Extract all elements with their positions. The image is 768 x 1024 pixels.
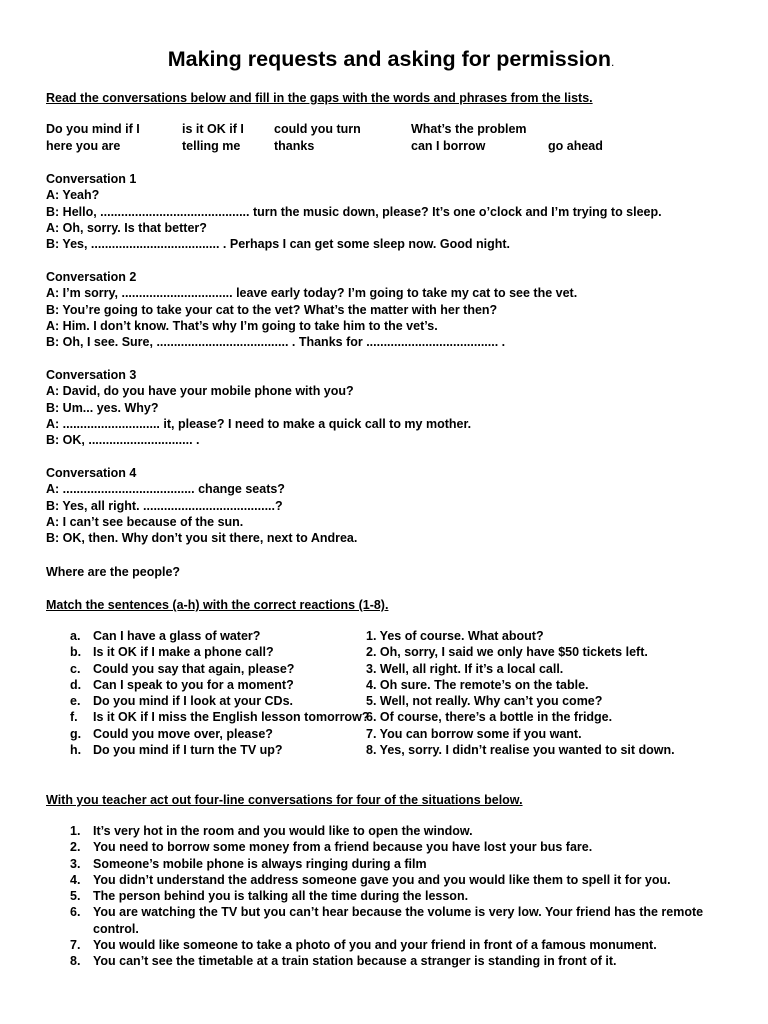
instruction-match: Match the sentences (a-h) with the correct reactions (1-8). bbox=[46, 598, 389, 612]
match-sentence: Can I have a glass of water? bbox=[93, 629, 261, 643]
situation-text: You didn’t understand the address someone gave you and you would like them to spell it for you. bbox=[93, 872, 671, 887]
situation-text: Someone’s mobile phone is always ringing during a film bbox=[93, 856, 427, 871]
situation-number: 7. bbox=[70, 938, 81, 953]
word-option: thanks bbox=[274, 139, 315, 153]
conversation-line: B: Um... yes. Why? bbox=[46, 400, 159, 415]
situation-number: 3. bbox=[70, 856, 81, 871]
situation-item bbox=[46, 823, 736, 839]
match-reaction: 1. Yes of course. What about? bbox=[366, 629, 544, 643]
conversation-line: B: Yes, all right. ......................................? bbox=[46, 498, 283, 513]
situation-item bbox=[46, 904, 736, 937]
conversation-1 bbox=[46, 171, 736, 252]
situation-number: 1. bbox=[70, 824, 81, 838]
situation-number: 8. bbox=[70, 954, 81, 969]
match-row bbox=[46, 693, 736, 709]
match-letter: a. bbox=[70, 629, 81, 643]
word-option: What’s the problem bbox=[411, 122, 527, 136]
title-text: Making requests and asking for permission bbox=[167, 47, 611, 71]
match-reaction: 3. Well, all right. If it’s a local call. bbox=[366, 661, 564, 676]
match-row bbox=[46, 677, 736, 693]
match-reaction: 2. Oh, sorry, I said we only have $50 tickets left. bbox=[366, 645, 648, 660]
match-row bbox=[46, 628, 736, 644]
conversation-line: B: Oh, I see. Sure, ...................................... . Thanks for ...................................... . bbox=[46, 335, 506, 350]
match-row bbox=[46, 644, 736, 660]
conversation-heading: Conversation 3 bbox=[46, 368, 137, 382]
situation-number: 6. bbox=[70, 905, 81, 920]
word-list-row-2 bbox=[46, 138, 736, 155]
match-sentence: Can I speak to you for a moment? bbox=[93, 677, 294, 692]
match-sentence: Could you move over, please? bbox=[93, 726, 273, 741]
situation-text: You would like someone to take a photo of you and your friend in front of a famous monument. bbox=[93, 938, 657, 953]
match-letter: d. bbox=[70, 677, 82, 692]
conversation-line: A: I’m sorry, ................................ leave early today? I’m going to take my cat to see the vet. bbox=[46, 286, 578, 301]
instruction-act-out: With you teacher act out four-line conversations for four of the situations below. bbox=[46, 793, 523, 807]
page-title bbox=[46, 44, 736, 77]
match-reaction: 7. You can borrow some if you want. bbox=[366, 726, 582, 741]
match-letter: f. bbox=[70, 710, 78, 725]
match-sentence: Do you mind if I look at your CDs. bbox=[93, 694, 294, 709]
conversation-line: A: ...................................... change seats? bbox=[46, 482, 285, 497]
word-option: can I borrow bbox=[411, 139, 486, 153]
conversation-line: A: ............................ it, please? I need to make a quick call to my mother. bbox=[46, 416, 472, 431]
situation-text: You need to borrow some money from a friend because you have lost your bus fare. bbox=[93, 840, 593, 855]
conversation-4 bbox=[46, 465, 736, 546]
word-option: is it OK if I bbox=[182, 122, 244, 136]
situation-number: 2. bbox=[70, 840, 81, 855]
match-row bbox=[46, 726, 736, 742]
situation-number: 5. bbox=[70, 889, 81, 904]
conversation-heading: Conversation 4 bbox=[46, 466, 137, 480]
match-letter: g. bbox=[70, 726, 82, 741]
situation-text: The person behind you is talking all the time during the lesson. bbox=[93, 889, 469, 904]
match-reaction: 8. Yes, sorry. I didn’t realise you wanted to sit down. bbox=[366, 743, 675, 758]
conversation-line: B: OK, then. Why don’t you sit there, next to Andrea. bbox=[46, 531, 358, 546]
match-row bbox=[46, 742, 736, 758]
situation-text: You are watching the TV but you can’t hear because the volume is very low. Your friend has the remote control. bbox=[93, 905, 704, 936]
situation-text: It’s very hot in the room and you would like to open the window. bbox=[93, 824, 473, 838]
match-reaction: 6. Of course, there’s a bottle in the fridge. bbox=[366, 710, 613, 725]
conversation-3 bbox=[46, 367, 736, 448]
conversation-line: A: I can’t see because of the sun. bbox=[46, 514, 244, 529]
conversation-line: A: Oh, sorry. Is that better? bbox=[46, 220, 207, 235]
conversation-line: A: Him. I don’t know. That’s why I’m going to take him to the vet’s. bbox=[46, 318, 438, 333]
conversation-line: B: Yes, ..................................... . Perhaps I can get some sleep now. Good night. bbox=[46, 237, 510, 252]
match-row bbox=[46, 709, 736, 725]
word-option: go ahead bbox=[548, 139, 603, 153]
match-sentence: Is it OK if I make a phone call? bbox=[93, 645, 274, 660]
word-option: telling me bbox=[182, 139, 241, 153]
word-list-row-1 bbox=[46, 121, 736, 138]
conversation-heading: Conversation 1 bbox=[46, 172, 137, 186]
match-sentence: Could you say that again, please? bbox=[93, 661, 295, 676]
title-dot: . bbox=[610, 55, 615, 69]
conversation-line: B: Hello, ........................................... turn the music down, please? It’s one o’clock and I’m trying to sleep. bbox=[46, 204, 662, 219]
conversation-heading: Conversation 2 bbox=[46, 270, 137, 284]
instruction-fill-gaps: Read the conversations below and fill in the gaps with the words and phrases from the lists. bbox=[46, 91, 593, 105]
situation-item bbox=[46, 856, 736, 872]
match-sentence: Do you mind if I turn the TV up? bbox=[93, 743, 283, 758]
conversation-line: A: David, do you have your mobile phone with you? bbox=[46, 384, 354, 399]
match-reaction: 4. Oh sure. The remote’s on the table. bbox=[366, 677, 589, 692]
match-sentence: Is it OK if I miss the English lesson tomorrow? bbox=[93, 710, 370, 725]
conversation-line: B: You’re going to take your cat to the vet? What’s the matter with her then? bbox=[46, 302, 498, 317]
conversation-line: B: OK, .............................. . bbox=[46, 433, 200, 448]
match-letter: h. bbox=[70, 743, 82, 758]
situations-list bbox=[46, 823, 736, 970]
situation-item bbox=[46, 953, 736, 969]
word-option: could you turn bbox=[274, 122, 361, 136]
word-option: here you are bbox=[46, 139, 121, 153]
situation-item bbox=[46, 872, 736, 888]
situation-item bbox=[46, 888, 736, 904]
conversation-line: A: Yeah? bbox=[46, 188, 100, 203]
word-option: Do you mind if I bbox=[46, 122, 140, 136]
match-exercise bbox=[46, 628, 736, 758]
situation-item bbox=[46, 937, 736, 953]
match-letter: c. bbox=[70, 661, 81, 676]
match-letter: e. bbox=[70, 694, 81, 709]
situation-text: You can’t see the timetable at a train station because a stranger is standing in front of it. bbox=[93, 954, 617, 969]
situation-number: 4. bbox=[70, 872, 81, 887]
match-row bbox=[46, 661, 736, 677]
situation-item bbox=[46, 839, 736, 855]
where-question: Where are the people? bbox=[46, 565, 181, 579]
match-letter: b. bbox=[70, 645, 82, 660]
conversation-2 bbox=[46, 269, 736, 350]
match-reaction: 5. Well, not really. Why can’t you come? bbox=[366, 694, 603, 709]
